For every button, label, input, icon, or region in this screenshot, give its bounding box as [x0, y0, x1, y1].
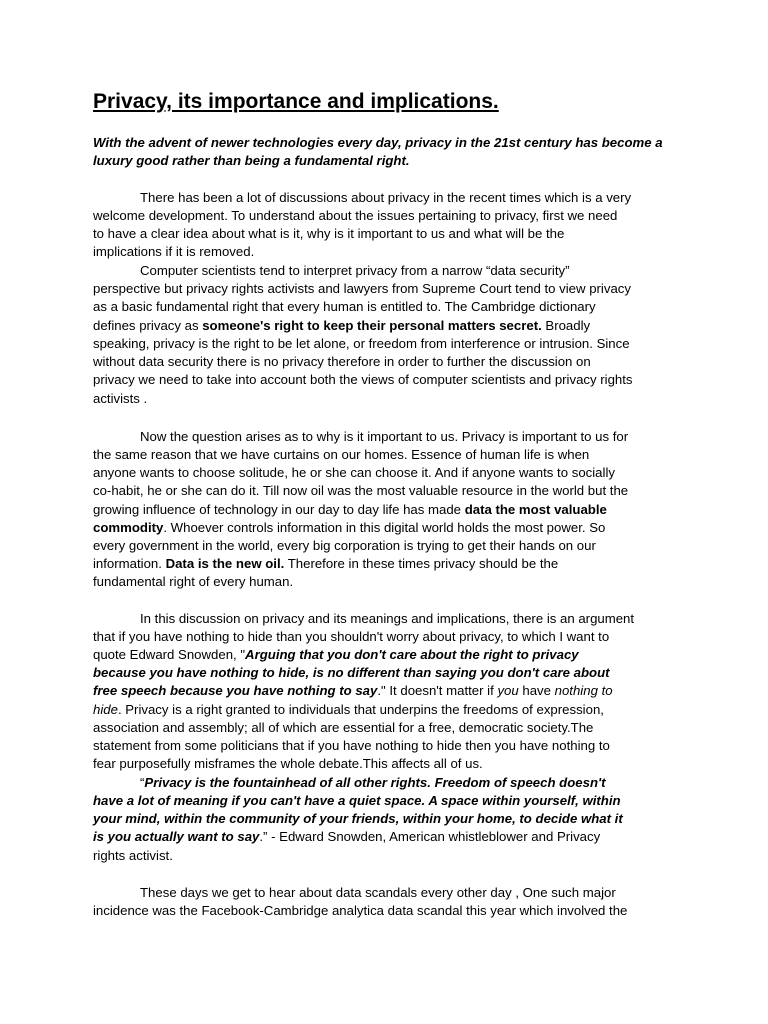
- text-run: welcome development. To understand about the issues pertaining to privacy, first we need: [93, 208, 618, 223]
- body-line: [93, 390, 147, 408]
- body-line: [93, 446, 589, 464]
- text-run: fundamental right of every human.: [93, 574, 294, 589]
- body-line: [93, 225, 564, 243]
- body-line: [93, 792, 621, 810]
- body-line: [93, 902, 627, 920]
- text-run: There has been a lot of discussions about privacy in the recent times which is a very: [140, 190, 632, 205]
- body-line: [93, 243, 254, 261]
- body-line: [140, 428, 628, 446]
- body-line: [140, 610, 634, 628]
- text-run: association and assembly; all of which are essential for a free, democratic society.The: [93, 720, 594, 735]
- text-run: Therefore in these times privacy should be the: [284, 556, 559, 571]
- text-run: nothing to: [554, 683, 613, 698]
- body-line: [93, 719, 593, 737]
- text-run: activists .: [93, 391, 148, 406]
- text-run: ." It doesn't matter if: [377, 683, 498, 698]
- body-line: [93, 464, 615, 482]
- body-line: [93, 519, 605, 537]
- text-run: quote Edward Snowden, ": [93, 647, 246, 662]
- text-run: Data is the new oil.: [165, 556, 285, 571]
- text-run: is you actually want to say: [93, 829, 260, 844]
- text-run: privacy we need to take into account both the views of computer scientists and privacy rights: [93, 372, 633, 387]
- body-line: [93, 537, 596, 555]
- body-line: [93, 501, 607, 519]
- body-line: [140, 262, 570, 280]
- text-run: as a basic fundamental right that every human is entitled to. The Cambridge dictionary: [93, 299, 596, 314]
- text-run: speaking, privacy is the right to be let alone, or freedom from interference or intrusion. Since: [93, 336, 630, 351]
- text-run: you: [497, 683, 519, 698]
- body-line: [93, 810, 623, 828]
- body-line: [93, 371, 633, 389]
- text-run: that if you have nothing to hide than you shouldn't worry about privacy, to which I want to: [93, 629, 610, 644]
- text-run: In this discussion on privacy and its meanings and implications, there is an argument: [140, 611, 635, 626]
- text-run: . Whoever controls information in this digital world holds the most power. So: [163, 520, 606, 535]
- body-line: [93, 755, 483, 773]
- body-line: [93, 298, 596, 316]
- document-title: Privacy, its importance and implications.: [93, 90, 499, 113]
- text-run: fear purposefully misframes the whole debate.This affects all of us.: [93, 756, 483, 771]
- body-line: [93, 682, 613, 700]
- body-line: [93, 573, 293, 591]
- body-line: [93, 555, 558, 573]
- text-run: anyone wants to choose solitude, he or she can choose it. And if anyone wants to socially: [93, 465, 615, 480]
- text-run: free speech because you have nothing to say: [93, 683, 378, 698]
- body-line: [140, 774, 606, 792]
- body-line: [93, 335, 630, 353]
- text-run: every government in the world, every big corporation is trying to get their hands on our: [93, 538, 596, 553]
- text-run: hide: [93, 702, 118, 717]
- text-run: the same reason that we have curtains on our homes. Essence of human life is when: [93, 447, 590, 462]
- body-line: [93, 737, 610, 755]
- body-line: [93, 207, 617, 225]
- text-run: Privacy is the fountainhead of all other rights. Freedom of speech doesn't: [144, 775, 606, 790]
- text-run: These days we get to hear about data scandals every other day , One such major: [140, 885, 616, 900]
- text-run: perspective but privacy rights activists and lawyers from Supreme Court tend to view privacy: [93, 281, 631, 296]
- body-line: [93, 701, 604, 719]
- body-line: [93, 280, 631, 298]
- text-run: rights activist.: [93, 848, 173, 863]
- body-line: [93, 482, 628, 500]
- body-line: [93, 317, 590, 335]
- body-line: [93, 353, 591, 371]
- text-run: defines privacy as: [93, 318, 203, 333]
- text-run: information.: [93, 556, 166, 571]
- text-run: .” - Edward Snowden, American whistleblower and Privacy: [259, 829, 601, 844]
- text-run: implications if it is removed.: [93, 244, 255, 259]
- text-run: your mind, within the community of your friends, within your home, to decide what it: [93, 811, 623, 826]
- body-line: [93, 664, 610, 682]
- body-line: [140, 884, 616, 902]
- text-run: because you have nothing to hide, is no different than saying you don't care about: [93, 665, 610, 680]
- text-run: Now the question arises as to why is it important to us. Privacy is important to us for: [140, 429, 629, 444]
- body-line: [140, 189, 631, 207]
- text-run: have a lot of meaning if you can't have a quiet space. A space within yourself, within: [93, 793, 621, 808]
- body-line: [93, 646, 579, 664]
- text-run: growing influence of technology in our day to day life has made: [93, 502, 465, 517]
- text-run: someone's right to keep their personal matters secret.: [202, 318, 542, 333]
- text-run: have: [518, 683, 555, 698]
- text-run: Broadly: [541, 318, 591, 333]
- text-run: incidence was the Facebook-Cambridge analytica data scandal this year which involved the: [93, 903, 628, 918]
- text-run: data the most valuable: [464, 502, 607, 517]
- text-run: Computer scientists tend to interpret privacy from a narrow “data security”: [140, 263, 570, 278]
- text-run: co-habit, he or she can do it. Till now oil was the most valuable resource in the world but the: [93, 483, 629, 498]
- text-run: “: [140, 775, 145, 790]
- body-line: [93, 828, 600, 846]
- text-run: to have a clear idea about what is it, why is it important to us and what will be the: [93, 226, 565, 241]
- document-subtitle: With the advent of newer technologies every day, privacy in the 21st century has become a luxury good rather than being a fundamental right.: [93, 135, 663, 169]
- text-run: . Privacy is a right granted to individuals that underpins the freedoms of expression,: [117, 702, 604, 717]
- text-run: statement from some politicians that if you have nothing to hide then you have nothing to: [93, 738, 610, 753]
- text-run: Arguing that you don't care about the right to privacy: [245, 647, 579, 662]
- body-line: [93, 628, 609, 646]
- text-run: commodity: [93, 520, 164, 535]
- text-run: without data security there is no privacy therefore in order to further the discussion on: [93, 354, 591, 369]
- body-line: [93, 847, 173, 865]
